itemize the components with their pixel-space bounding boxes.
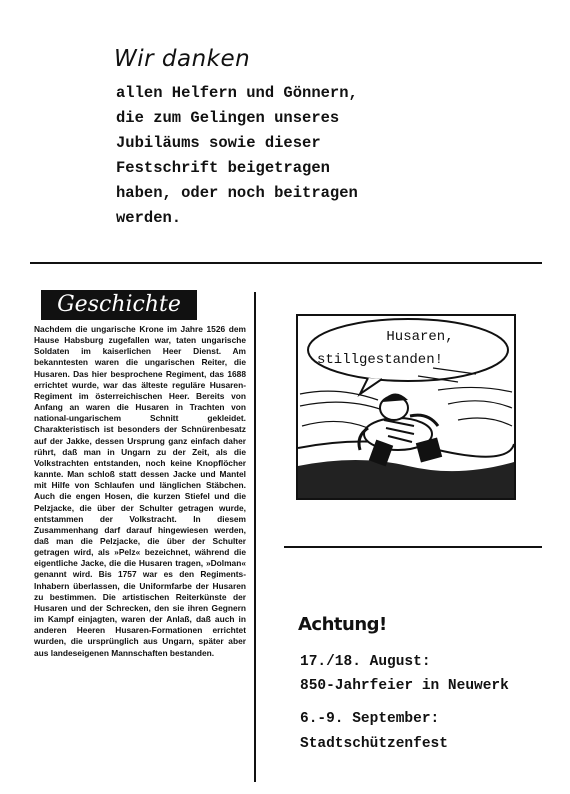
event-name: Stadtschützenfest — [300, 736, 448, 752]
speech-bubble-tail — [360, 378, 382, 394]
thanks-line: die zum Gelingen unseres — [116, 109, 340, 127]
thanks-line: werden. — [116, 209, 182, 227]
event-date: 17./18. August: — [300, 654, 431, 670]
bubble-line-1: Husaren, — [386, 329, 454, 345]
cartoon-drawing — [298, 316, 514, 498]
thanks-line: Festschrift beigetragen — [116, 159, 330, 177]
thanks-line: allen Helfern und Gönnern, — [116, 84, 358, 102]
thanks-title: Wir danken — [114, 46, 251, 72]
horizontal-rule — [284, 546, 542, 548]
announcement-heading: Achtung! — [298, 614, 387, 635]
bubble-line-2: stillgestanden! — [316, 352, 444, 368]
ground — [298, 460, 514, 498]
rider-figure — [359, 393, 442, 466]
cartoon-illustration — [296, 314, 516, 500]
event-name: 850-Jahrfeier in Neuwerk — [300, 678, 509, 694]
thanks-text — [116, 81, 416, 231]
event-date: 6.-9. September: — [300, 711, 440, 727]
column-divider — [254, 292, 256, 782]
thanks-line: Jubiläums sowie dieser — [116, 134, 321, 152]
thanks-line: haben, oder noch beitragen — [116, 184, 358, 202]
article-heading: Geschichte — [41, 290, 197, 320]
article-body: Nachdem die ungarische Krone im Jahre 1526 dem Hause Habsburg zugefallen war, taten ungarische Soldaten im kaiserlichen Heer Dienst. Am bekanntesten waren die ungarischen Reiter, die Husaren. Das hier besprochene Regiment, das 1688 errichtet wurde, war das älteste reguläre Husaren-Regiment im österreichischen Heer. Bereits von Anfang an waren die Husaren in Trachten von national-ungarischem Schnitt gekleidet. Charakteristisch ist besonders der Schnürenbesatz auf der Jakke, dessen Ursprung ganz einfach daher rührt, daß man in Ungarn zu der Zeit, als die Volkstrachten entstanden, noch keine Knopflöcher kannte. Man schloß statt dessen Jacke und Mantel mit Hilfe von Schlaufen und länglichen Stäbchen. Auch die engen Hosen, die kurzen Stiefel und die Pelzjacke, die über der Schulter getragen wurde, entstammen der Volkstracht. In diesem Zusammenhang darf darauf hingewiesen werden, daß man die Pelzjacke, die über der Schulter getragen wird, als »Pelz« bezeichnet, während die eigentliche Jacke, die die Husaren tragen, »Dolman« genannt wird. Bis 1757 war es den Regiments-Inhabern überlassen, die Uniformfarbe der Husaren zu bestimmen. Die artistischen Reiterkünste der Husaren und der Schrecken, den sie ihren Gegnern im Kampf einjagten, waren der Anlaß, daß auch in anderen Heeren Husaren-Formationen errichtet wurden, die ursprünglich aus Ungarn, später aber aus landeseigenen Mannschaften bestanden. — [34, 324, 246, 658]
horizontal-rule — [30, 262, 542, 264]
